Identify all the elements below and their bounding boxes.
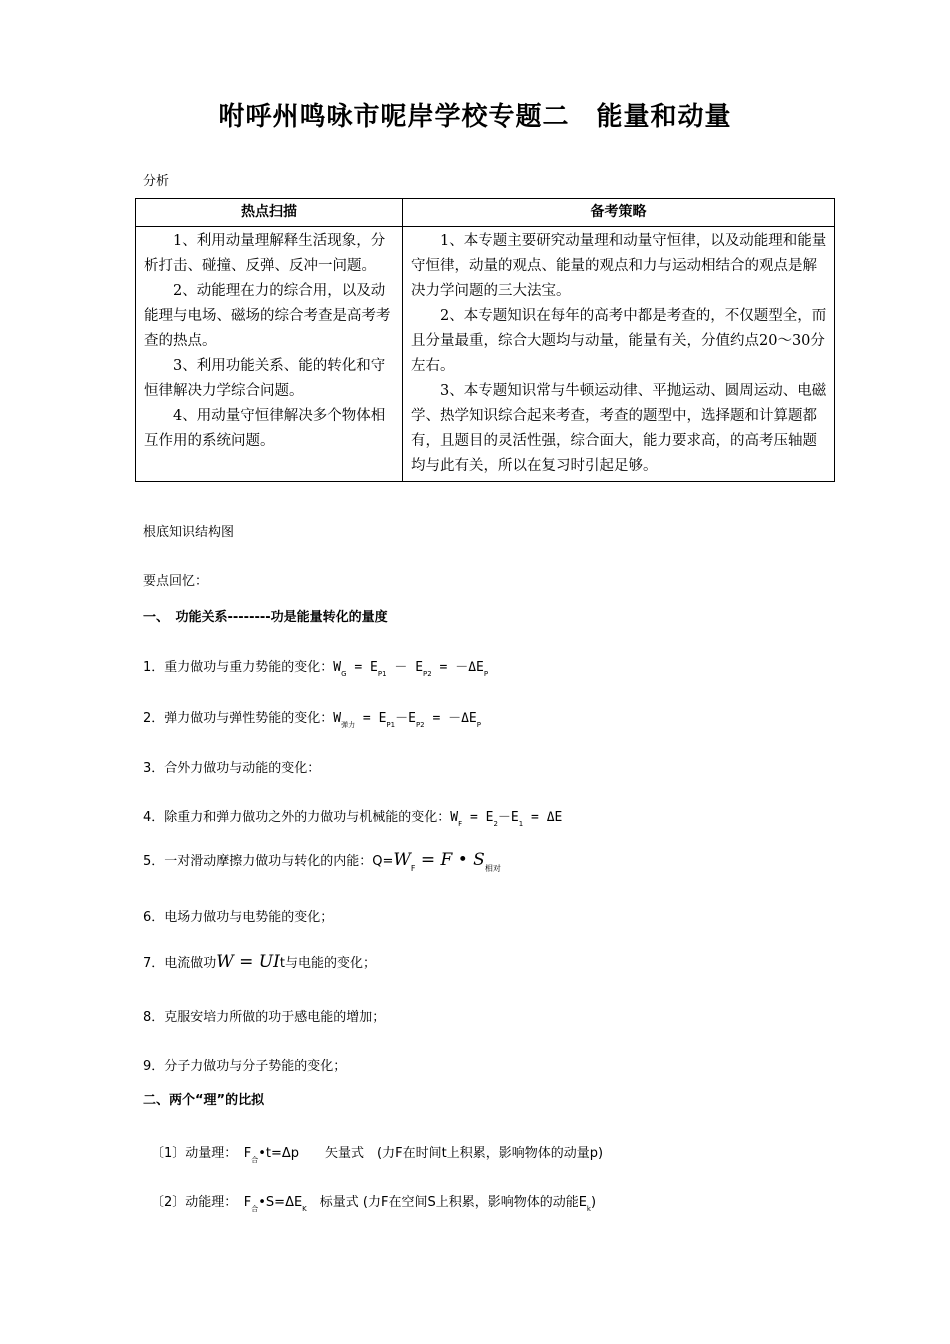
item-3: 3．合外力做功与动能的变化： — [143, 761, 321, 776]
item-2: 2．弹力做功与弹性势能的变化：$W_{弹力} = E_{P1}-E_{P2} = -\Delta E_P$ — [143, 711, 481, 729]
strategy-item: 1、本专题主要研究动量理和动量守恒律，以及动能理和能量守恒律，动量的观点、能量的观点和力与运动相结合的观点是解决力学问题的三大法宝。 — [411, 233, 827, 299]
momentum-theorem: 〔1〕动量理： $F_合•t=\Delta p$ 矢量式 (力F在时间t上积累，影响物体的动量p) — [151, 1146, 604, 1164]
section1-heading: 一、 功能关系--------功是能量转化的量度 — [143, 610, 388, 625]
strategy-item: 3、本专题知识常与牛顿运动律、平抛运动、圆周运动、电磁学、热学知识综合起来考查，考查的题型中，选择题和计算题都有，且题目的灵活性强，综合面大，能力要求高，的高考压轴题均与此有关，所以在复习时引起足够。 — [411, 383, 827, 474]
page-title: 咐呼州鸣咏市呢岸学校专题二 能量和动量 — [218, 102, 732, 132]
item-7: 7．电流做功W = UIt与电能的变化； — [143, 952, 376, 972]
recall-label: 要点回忆： — [143, 574, 209, 589]
section2-heading: 二、两个“理”的比拟 — [143, 1093, 265, 1108]
analysis-table — [135, 198, 835, 482]
strategy-cell — [403, 227, 835, 482]
item-1: 1．重力做功与重力势能的变化：$W_G = E_{P1} - E_{P2} = -\Delta E_P$ — [143, 660, 489, 678]
hotspot-item: 3、利用功能关系、能的转化和守恒律解决力学综合问题。 — [144, 358, 386, 399]
item-4: 4．除重力和弹力做功之外的力做功与机械能的变化：$W_F = E_2-E_1 = \Delta E$ — [143, 810, 563, 828]
table-header-row — [136, 199, 835, 227]
hotspots-cell — [136, 227, 403, 482]
hotspot-item: 2、动能理在力的综合用，以及动能理与电场、磁场的综合考查是高考考查的热点。 — [144, 283, 391, 349]
strategy-item: 2、本专题知识在每年的高考中都是考查的，不仅题型全，而且分量最重，综合大题均与动量，能量有关，分值约点20～30分左右。 — [411, 308, 827, 374]
item-6: 6．电场力做功与电势能的变化； — [143, 910, 334, 925]
kinetic-energy-theorem: 〔2〕动能理： $F_合•S=\Delta E_K$ 标量式 (力F在空间S上积累，影响物体的动能$E_k$) — [151, 1195, 597, 1213]
header-hotspots: 热点扫描 — [136, 199, 403, 227]
analysis-label: 分析 — [143, 174, 170, 189]
structure-label: 根底知识结构图 — [143, 525, 235, 540]
item-9: 9．分子力做功与分子势能的变化； — [143, 1059, 347, 1074]
item-5: 5．一对滑动摩擦力做功与转化的内能：$Q=W_F = F$ • $S_{相对}$ — [143, 850, 501, 873]
hotspot-item: 1、利用动量理解释生活现象，分析打击、碰撞、反弹、反冲一问题。 — [144, 233, 386, 274]
hotspot-item: 4、用动量守恒律解决多个物体相互作用的系统问题。 — [144, 408, 386, 449]
table-row — [136, 227, 835, 482]
item-8: 8．克服安培力所做的功于感电能的增加； — [143, 1010, 386, 1025]
header-strategy: 备考策略 — [403, 199, 835, 227]
